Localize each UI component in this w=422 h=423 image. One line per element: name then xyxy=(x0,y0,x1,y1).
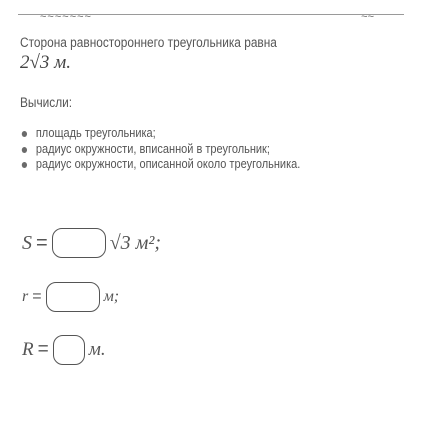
problem-statement: Сторона равностороннего треугольника равна xyxy=(20,35,277,50)
circumscribed-radius-answer-input[interactable] xyxy=(53,335,85,365)
inscribed-radius-equals: = xyxy=(32,288,42,305)
inscribed-radius-answer-input[interactable] xyxy=(46,282,100,312)
task-item-circumscribed-radius: радиус окружности, описанной около треугольника. xyxy=(20,157,337,173)
circumscribed-radius-answer-row xyxy=(22,335,106,365)
inscribed-radius-answer-row xyxy=(22,282,119,312)
area-answer-row xyxy=(22,228,161,258)
side-length-value: 2√3 м. xyxy=(20,52,72,73)
circumscribed-radius-equals: = xyxy=(37,339,49,360)
inscribed-radius-variable: r xyxy=(22,288,29,305)
area-answer-input[interactable] xyxy=(52,228,106,258)
task-list xyxy=(20,126,337,173)
circumscribed-radius-unit-suffix: м. xyxy=(88,339,106,360)
inscribed-radius-unit-suffix: м; xyxy=(103,288,120,305)
cut-off-text-right: ~~ xyxy=(361,11,374,23)
circumscribed-radius-variable: R xyxy=(22,339,34,360)
top-divider xyxy=(18,11,404,23)
task-item-inscribed-radius: радиус окружности, вписанной в треугольник; xyxy=(20,142,337,158)
area-equals: = xyxy=(36,231,48,254)
cut-off-text: ~~~~~~~ xyxy=(40,11,92,23)
task-item-area: площадь треугольника; xyxy=(20,126,337,142)
area-unit-suffix: √3 м²; xyxy=(109,231,162,254)
area-variable: S xyxy=(22,231,32,254)
task-label: Вычисли: xyxy=(20,95,73,110)
